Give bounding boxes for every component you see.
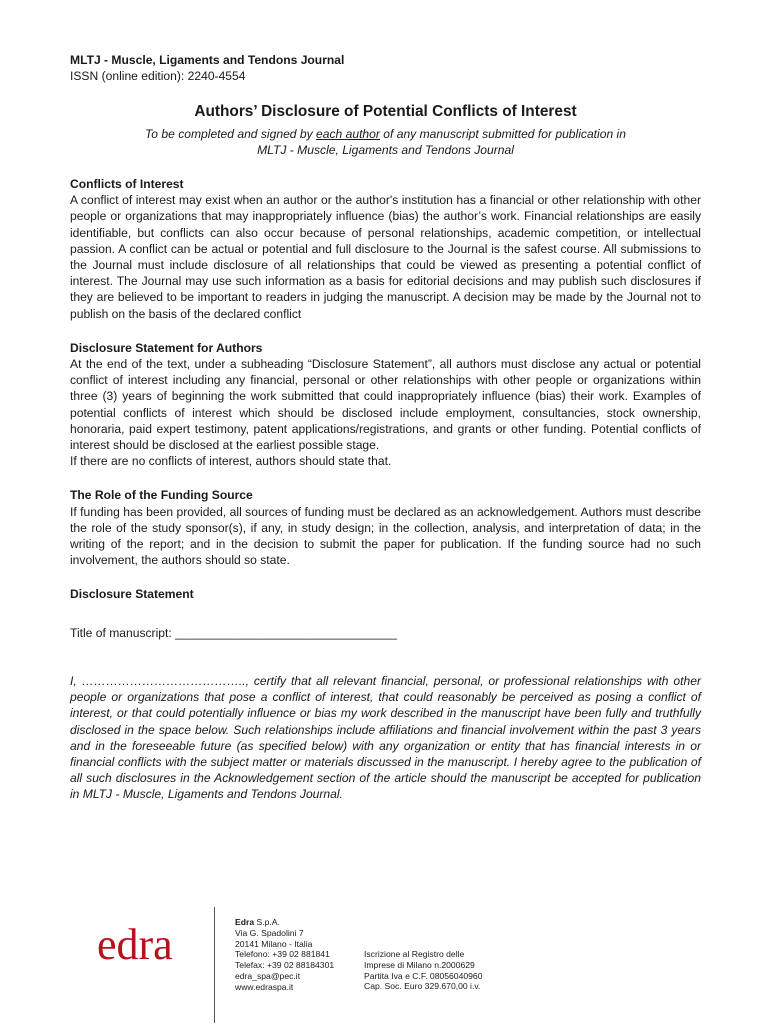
- address-line: 20141 Milano - Italia: [235, 938, 313, 949]
- registry-line: Imprese di Milano n.2000629: [364, 959, 475, 970]
- subtitle-pre: To be completed and signed by: [145, 126, 317, 141]
- manuscript-title-field[interactable]: Title of manuscript: _________________________________: [70, 625, 398, 640]
- edra-logo: [97, 919, 192, 965]
- phone-line: Telefono: +39 02 881841: [235, 949, 330, 960]
- company-address: [235, 917, 334, 993]
- page-footer: [0, 905, 770, 1024]
- registry-line: Cap. Soc. Euro 329.670,00 i.v.: [364, 981, 481, 992]
- subtitle-line2: MLTJ - Muscle, Ligaments and Tendons Journal: [257, 142, 514, 157]
- disclosure-heading: Disclosure Statement: [70, 587, 194, 602]
- registry-line: Iscrizione al Registro delle: [364, 949, 465, 959]
- page-title: Authors’ Disclosure of Potential Conflicts of Interest: [194, 103, 577, 121]
- address-line: Via G. Spadolini 7: [235, 927, 304, 938]
- statement-body: At the end of the text, under a subheading “Disclosure Statement”, all authors must disclose any actual or potential conflict of interest including any financial, personal or other relationships with other people or organizations within three (3) years of beginning the work submitted that could inappropriately influence (bias) their work. Examples of potential conflicts of interest which should be disclosed include employment, consultancies, stock ownership, honoraria, paid expert testimony, patent applications/registrations, and grants or other funding. Potential conflicts of interest should be disclosed at the earliest possible stage.: [70, 357, 701, 453]
- journal-issn: ISSN (online edition): 2240-4554: [70, 69, 246, 84]
- conflicts-heading: Conflicts of Interest: [70, 177, 184, 192]
- logo-text: edra: [97, 920, 173, 965]
- website-link[interactable]: www.edraspa.it: [235, 981, 294, 992]
- registry-line: Partita Iva e C.F. 08056040960: [364, 970, 483, 981]
- conflicts-body: A conflict of interest may exist when an author or the author's institution has a financial or other relationship with other people or organizations that may inappropriately influence (bias) the author’s work. Financial relationships are easily identifiable, but conflicts can also occur because of personal relationships, academic competition, or intellectual passion. A conflict can be actual or potential and full disclosure to the Journal is the safest course. All submissions to the Journal must include disclosure of all relationships that could be viewed as presenting a potential conflict of interest. The Journal may use such information as a basis for editorial decisions and may publish such disclosures if they are believed to be important to readers in judging the manuscript. A decision may be made by the Journal not to publish on the basis of the declared conflict: [70, 193, 701, 321]
- company-registry: [364, 949, 482, 992]
- footer-divider: [214, 907, 215, 1023]
- journal-name: MLTJ - Muscle, Ligaments and Tendons Journal: [70, 53, 345, 67]
- email-link[interactable]: edra_spa@pec.it: [235, 970, 301, 981]
- fax-line: Telefax: +39 02 88184301: [235, 960, 335, 971]
- certification-statement: I, ………………………………….., certify that all relevant financial, personal, or professional relationships with other people or organizations that pose a conflict of interest, that could reasonably be perceived as posing a conflict of interest, or that could potentially influence or bias my work described in the manuscript have been fully and truthfully disclosed in the space below. Such relationships include affiliations and financial involvement within the past 3 years and in the foreseeable future (as specified below) with any organization or entity that has financial interests in or financial conflicts with the subject matter or materials discussed in the manuscript. I hereby agree to the publication of all such disclosures in the Acknowledgement section of the article should the manuscript be accepted for publication in MLTJ - Muscle, Ligaments and Tendons Journal.: [70, 673, 701, 802]
- subtitle-post: of any manuscript submitted for publication in: [379, 126, 626, 141]
- statement-body-2: If there are no conflicts of interest, authors should state that.: [70, 454, 392, 469]
- funding-heading: The Role of the Funding Source: [70, 488, 253, 503]
- company-name: Edra S.p.A.: [235, 917, 280, 927]
- subtitle-underlined: each author: [316, 126, 380, 141]
- page-subtitle: [70, 126, 701, 158]
- funding-body: If funding has been provided, all sources of funding must be declared as an acknowledgement. Authors must describe the role of the study sponsor(s), if any, in study design; in the collection, analysis, and interpretation of data; in the writing of the report; and in the decision to submit the paper for publication. If the funding source had no such involvement, the authors should so state.: [70, 504, 701, 568]
- document-body: [70, 52, 701, 803]
- statement-heading: Disclosure Statement for Authors: [70, 340, 263, 355]
